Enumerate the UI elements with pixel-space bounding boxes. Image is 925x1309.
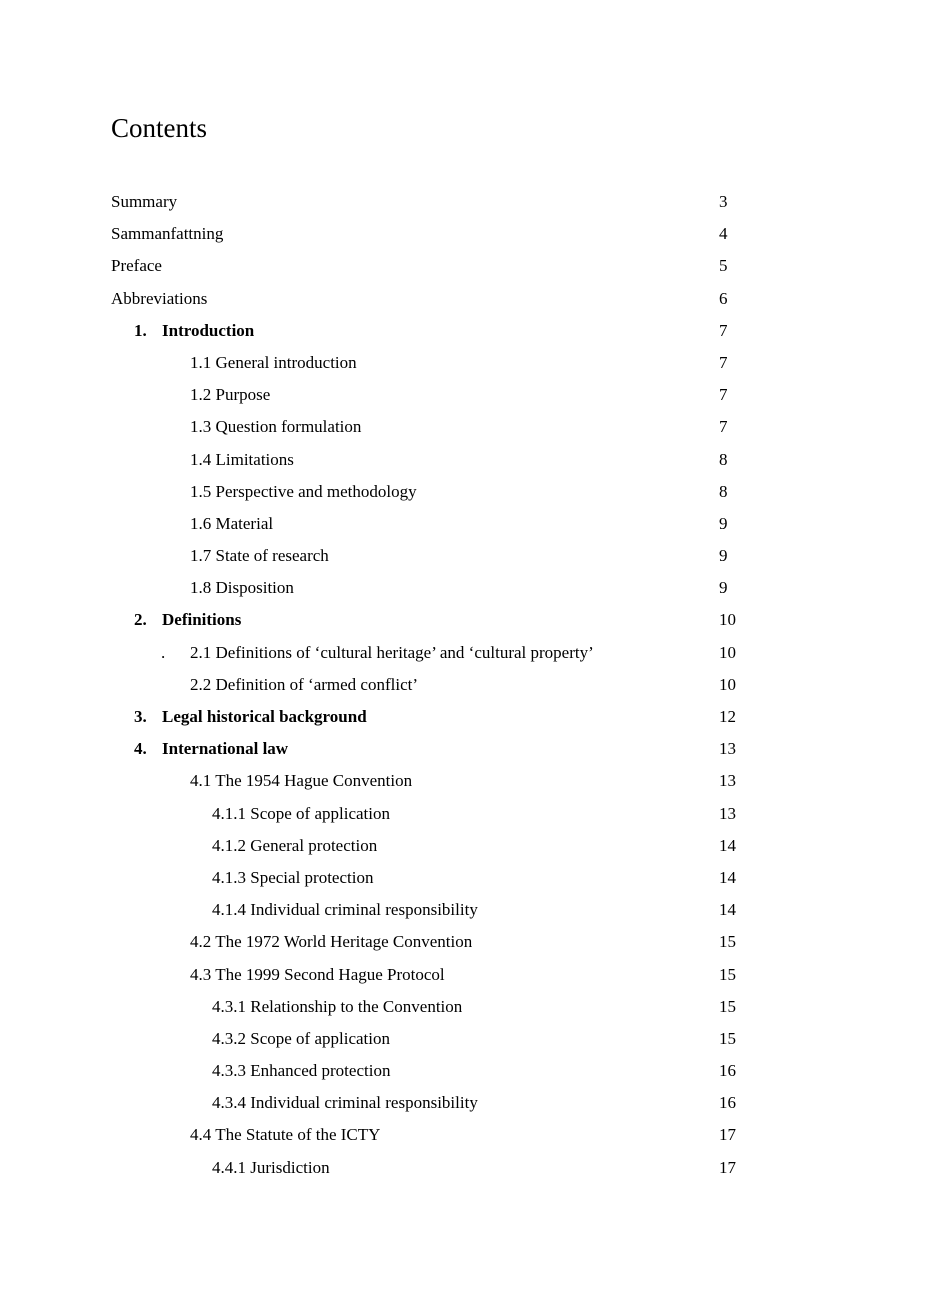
toc-entry-4-2[interactable] [0,926,925,958]
toc-entry-4-1-4[interactable] [0,894,925,926]
toc-entry-1-7[interactable] [0,540,925,572]
page-title: Contents [111,113,208,143]
toc-chapter-number: 3. [134,707,147,726]
toc-page-number: 15 [719,1028,736,1048]
toc-entry-label: 1.5 Perspective and methodology [190,481,417,501]
toc-entry-label: 4.1.2 General protection [212,835,378,855]
toc-entry-label: Summary [111,192,178,211]
toc-page-number: 7 [719,352,728,372]
toc-page-number: 8 [719,481,728,501]
toc-page-number: 7 [719,320,728,340]
toc-entry-label: 4.1.4 Individual criminal responsibility [212,900,478,920]
toc-entry-summary[interactable] [0,186,925,218]
toc-entry-1-2[interactable] [0,379,925,411]
toc-entry-label: 4.1.1 Scope of application [212,803,390,823]
toc-entry-4-3-3[interactable] [0,1055,925,1087]
toc-entry-4-1-1[interactable] [0,798,925,830]
toc-chapter-introduction[interactable] [0,315,925,347]
toc-entry-label: Definitions [162,610,242,630]
table-of-contents [0,186,925,1184]
toc-page-number: 14 [719,900,736,920]
toc-page-number: 8 [719,449,728,469]
toc-entry-2-2[interactable] [0,669,925,701]
toc-entry-4-3-4[interactable] [0,1087,925,1119]
toc-entry-label: 2.1 Definitions of ‘cultural heritage’ and ‘cultural property’ [190,642,594,662]
toc-page-number: 9 [719,578,728,598]
toc-entry-1-5[interactable] [0,476,925,508]
toc-page-number: 14 [719,867,736,887]
toc-entry-label: 2.2 Definition of ‘armed conflict’ [190,674,419,694]
toc-entry-label: Sammanfattning [111,224,224,244]
toc-entry-label: 1.6 Material [190,513,274,533]
toc-page-number: 10 [719,642,736,662]
toc-entry-label: 1.4 Limitations [190,449,294,469]
toc-entry-label: Legal historical background [162,707,367,726]
toc-entry-label: 1.1 General introduction [190,352,357,372]
toc-page-number: 15 [719,932,736,952]
toc-chapter-international-law[interactable] [0,733,925,765]
toc-page-number: 17 [719,1125,736,1145]
toc-page-number: 13 [719,803,736,823]
toc-entry-4-4[interactable] [0,1119,925,1151]
toc-entry-label: 1.7 State of research [190,546,329,566]
toc-page-number: 9 [719,513,728,533]
toc-entry-label: 4.3.4 Individual criminal responsibility [212,1093,478,1113]
toc-page-number: 5 [719,256,728,276]
toc-entry-label: International law [162,739,289,759]
toc-page-number: 14 [719,835,736,855]
toc-entry-4-1-3[interactable] [0,862,925,894]
toc-entry-label: 4.3.3 Enhanced protection [212,1061,391,1081]
toc-entry-label: 4.4 The Statute of the ICTY [190,1125,381,1145]
toc-entry-label: 4.3.1 Relationship to the Convention [212,996,463,1016]
toc-entry-preface[interactable] [0,250,925,282]
toc-page-number: 17 [719,1157,736,1177]
toc-page-number: 13 [719,771,736,791]
toc-entry-2-1[interactable] [0,637,925,669]
toc-chapter-legal-historical-background[interactable] [0,701,925,733]
toc-entry-4-1-2[interactable] [0,830,925,862]
toc-entry-4-4-1[interactable] [0,1152,925,1184]
toc-entry-label: 4.3 The 1999 Second Hague Protocol [190,964,445,984]
toc-entry-label: Abbreviations [111,288,208,308]
toc-entry-4-3-1[interactable] [0,991,925,1023]
toc-entry-4-1[interactable] [0,765,925,797]
toc-entry-label: 1.8 Disposition [190,578,294,598]
toc-entry-1-8[interactable] [0,572,925,604]
toc-entry-1-4[interactable] [0,444,925,476]
toc-page-number: 9 [719,546,728,566]
toc-page-number: 3 [719,192,728,211]
toc-entry-label: 4.2 The 1972 World Heritage Convention [190,932,473,952]
toc-entry-label: 4.4.1 Jurisdiction [212,1157,330,1177]
toc-page-number: 4 [719,224,728,244]
toc-page-number: 15 [719,996,736,1016]
toc-page-number: 7 [719,417,728,437]
toc-entry-4-3[interactable] [0,959,925,991]
toc-page-number: 7 [719,385,728,405]
toc-entry-1-3[interactable] [0,411,925,443]
toc-entry-label: 4.1 The 1954 Hague Convention [190,771,413,791]
toc-page-number: 10 [719,610,736,630]
toc-chapter-number: 1. [134,320,147,340]
toc-entry-1-1[interactable] [0,347,925,379]
toc-entry-abbreviations[interactable] [0,283,925,315]
toc-page-number: 16 [719,1093,736,1113]
toc-chapter-definitions[interactable] [0,604,925,636]
toc-entry-label: 1.3 Question formulation [190,417,362,437]
toc-chapter-number: 4. [134,739,147,759]
toc-entry-label: 4.1.3 Special protection [212,867,374,887]
toc-stray-dot: . [161,642,166,662]
toc-entry-sammanfattning[interactable] [0,218,925,250]
toc-page-number: 12 [719,707,736,726]
toc-entry-label: Preface [111,256,162,276]
toc-page-number: 16 [719,1061,736,1081]
toc-page-number: 6 [719,288,728,308]
toc-entry-label: 1.2 Purpose [190,385,271,405]
toc-entry-1-6[interactable] [0,508,925,540]
toc-page-number: 13 [719,739,736,759]
toc-page-number: 15 [719,964,736,984]
toc-entry-label: 4.3.2 Scope of application [212,1028,390,1048]
toc-page-number: 10 [719,674,736,694]
toc-chapter-number: 2. [134,610,147,630]
toc-entry-4-3-2[interactable] [0,1023,925,1055]
toc-entry-label: Introduction [162,320,255,340]
